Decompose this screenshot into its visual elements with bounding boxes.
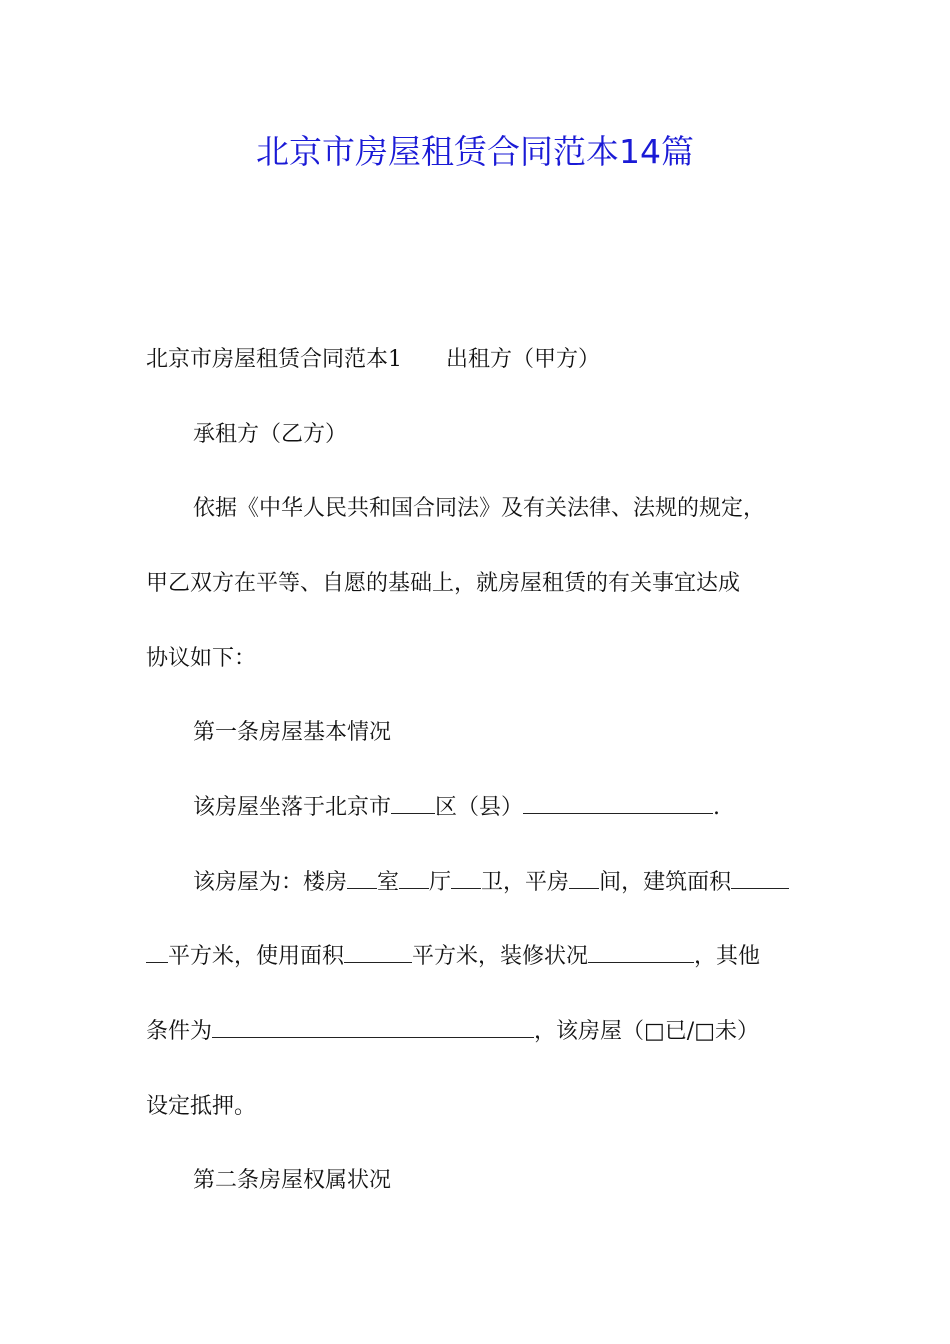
basis-line-2: 甲乙双方在平等、自愿的基础上，就房屋租赁的有关事宜达成 (146, 571, 741, 596)
heading-line (146, 345, 600, 375)
district-blank[interactable] (391, 795, 435, 814)
description-line (193, 868, 789, 898)
location-text-a: 该房屋坐落于北京市 (193, 795, 392, 820)
location-line (193, 793, 720, 823)
conditions-line (146, 1017, 759, 1047)
location-text-b: 区（县） (435, 795, 524, 820)
conditions-blank[interactable] (212, 1019, 534, 1038)
baths-blank[interactable] (451, 870, 481, 889)
rooms-blank[interactable] (347, 870, 377, 889)
lessor-label: 出租方（甲方） (446, 347, 601, 372)
area-text-c: ，其他 (694, 944, 761, 969)
cond-text-a: 条件为 (146, 1019, 213, 1044)
cond-text-b: ，该房屋（□已/□未） (534, 1019, 760, 1044)
contract-heading: 北京市房屋租赁合同范本1 (146, 347, 402, 372)
area-text-a: 平方米，使用面积 (168, 944, 345, 969)
address-blank[interactable] (523, 795, 713, 814)
desc-text-d: 卫，平房 (481, 870, 570, 895)
article-2-title: 第二条房屋权属状况 (193, 1168, 392, 1193)
desc-text-c: 厅 (429, 870, 452, 895)
basis-line-3: 协议如下： (146, 646, 257, 671)
mortgage-line: 设定抵押。 (146, 1094, 257, 1119)
decoration-blank[interactable] (588, 944, 694, 963)
halls-blank[interactable] (399, 870, 429, 889)
location-text-c: . (713, 795, 721, 820)
building-area-blank-a[interactable] (731, 870, 789, 889)
article-1-title: 第一条房屋基本情况 (193, 720, 392, 745)
document-title: 北京市房屋租赁合同范本14篇 (256, 132, 694, 171)
desc-text-b: 室 (377, 870, 400, 895)
bungalow-rooms-blank[interactable] (569, 870, 599, 889)
basis-line-1: 依据《中华人民共和国合同法》及有关法律、法规的规定， (193, 496, 766, 521)
area-text-b: 平方米，装修状况 (412, 944, 589, 969)
desc-text-e: 间，建筑面积 (599, 870, 732, 895)
usable-area-blank[interactable] (344, 944, 412, 963)
building-area-blank-b[interactable] (146, 944, 168, 963)
lessee-label: 承租方（乙方） (193, 422, 348, 447)
desc-text-a: 该房屋为：楼房 (193, 870, 348, 895)
area-line (146, 942, 760, 972)
